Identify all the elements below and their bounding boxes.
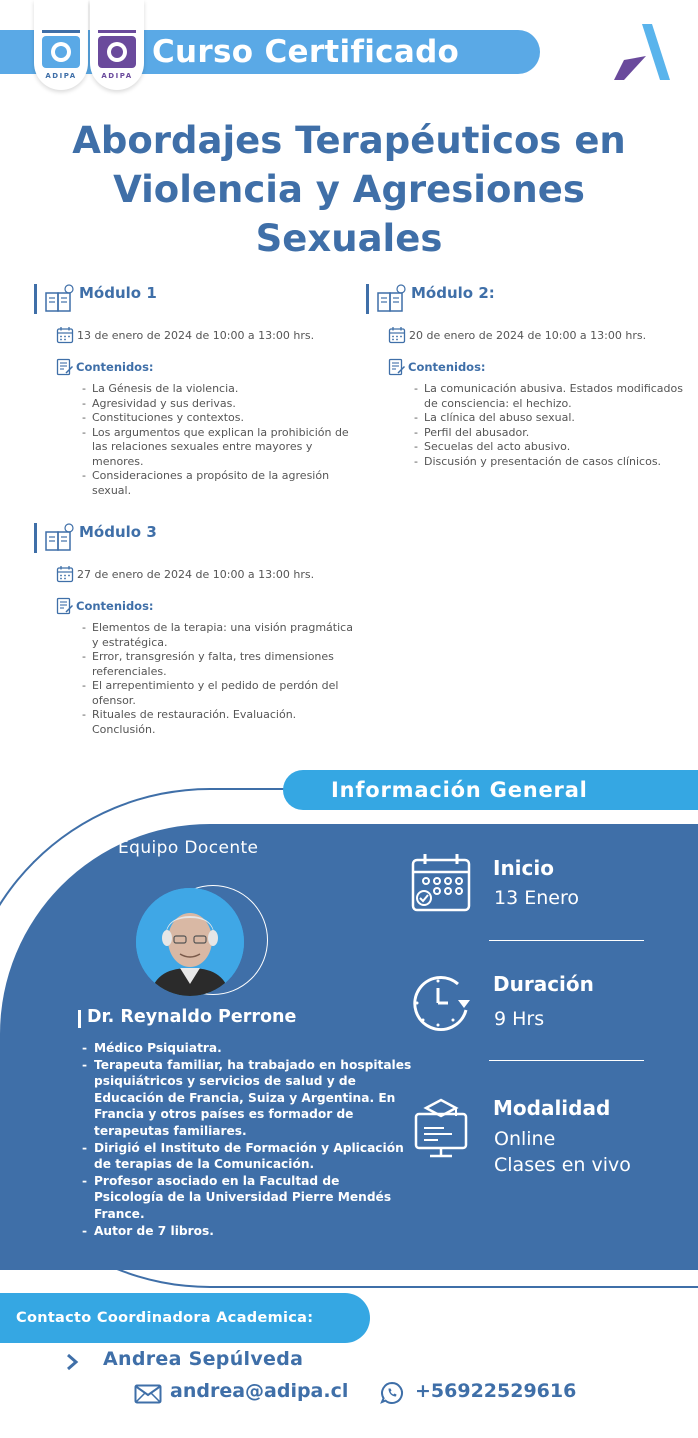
course-title [30,116,668,263]
book-bulb-icon [43,283,75,315]
teacher-bio-list [82,1040,412,1239]
calendar-icon [56,565,74,583]
module-date [388,326,646,344]
school-seal-icon [94,6,140,84]
mail-icon [134,1384,162,1404]
school-badge-1 [34,0,88,90]
module-header [34,282,157,316]
module-date-text: 20 de enero de 2024 de 10:00 a 13:00 hrs. [409,328,647,342]
list-item: - Médico Psiquiatra. [82,1040,412,1057]
module-card [366,282,696,482]
module-contents-list [414,382,694,469]
module-contents-header [56,597,154,615]
module-title: Módulo 3 [79,523,157,541]
list-item: - Profesor asociado en la Facultad de Psicología de la Universidad Pierre Mendés France. [82,1173,412,1223]
module-contents-label: Contenidos: [76,360,154,374]
module-accent-bar [34,284,37,314]
module-contents-list [82,382,362,498]
list-item: - Discusión y presentación de casos clínicos. [414,455,694,470]
list-item: - Elementos de la terapia: una visión pragmática y estratégica. [82,621,362,650]
clock-icon [408,970,474,1036]
module-contents-list [82,621,362,737]
school-badge-2 [90,0,144,90]
teacher-accent-bar [78,1010,81,1028]
book-bulb-icon [375,283,407,315]
header-title: Curso Certificado [152,34,460,70]
module-title: Módulo 2: [411,284,495,302]
list-item: - La clínica del abuso sexual. [414,411,694,426]
module-accent-bar [34,523,37,553]
info-section-title: Información General [331,778,588,802]
module-card [34,282,364,502]
mode-value-online: Online [494,1128,556,1150]
mode-value-live: Clases en vivo [494,1154,631,1176]
module-contents-label: Contenidos: [76,599,154,613]
module-accent-bar [366,284,369,314]
course-title-line-3: Sexuales [255,217,443,260]
start-value: 13 Enero [494,887,579,909]
list-item: - Terapeuta familiar, ha trabajado en hospitales psiquiátricos y servicios de salud y de Educación de Francia, Suiza y Argentina. En Francia y otros países es formador de terapeutas familiares. [82,1057,412,1140]
module-header [34,521,157,555]
module-contents-label: Contenidos: [408,360,486,374]
list-item: - Los argumentos que explican la prohibición de las relaciones sexuales entre mayores y menores. [82,426,362,470]
list-item: - Perfil del abusador. [414,426,694,441]
book-bulb-icon [43,522,75,554]
module-contents-header [388,358,486,376]
module-date-text: 13 de enero de 2024 de 10:00 a 13:00 hrs. [77,328,315,342]
info-separator [489,940,644,941]
document-edit-icon [56,358,74,376]
list-item: - Autor de 7 libros. [82,1223,412,1240]
list-item: - La Génesis de la violencia. [82,382,362,397]
module-date [56,326,314,344]
coordinator-name: Andrea Sepúlveda [103,1348,304,1370]
list-item: - Error, transgresión y falta, tres dimensiones referenciales. [82,650,362,679]
list-item: - La comunicación abusiva. Estados modificados de consciencia: el hechizo. [414,382,694,411]
module-contents-header [56,358,154,376]
course-title-line-2: Violencia y Agresiones [113,168,585,211]
list-item: - El arrepentimiento y el pedido de perdón del ofensor. [82,679,362,708]
document-edit-icon [56,597,74,615]
coordinator-phone[interactable]: +56922529616 [415,1380,577,1402]
info-separator [489,1060,644,1061]
document-edit-icon [388,358,406,376]
svg-text:ADIPA: ADIPA [45,72,77,80]
school-seal-icon [38,6,84,84]
team-label: Equipo Docente [118,838,259,858]
online-class-icon [408,1094,474,1160]
teacher-portrait-icon [136,888,244,996]
list-item: - Consideraciones a propósito de la agresión sexual. [82,469,362,498]
list-item: - Secuelas del acto abusivo. [414,440,694,455]
list-item: - Rituales de restauración. Evaluación. Conclusión. [82,708,362,737]
module-date-text: 27 de enero de 2024 de 10:00 a 13:00 hrs. [77,567,315,581]
course-title-line-1: Abordajes Terapéuticos en [72,119,626,162]
contact-label: Contacto Coordinadora Academica: [16,1310,314,1326]
list-item: - Agresividad y sus derivas. [82,397,362,412]
list-item: - Dirigió el Instituto de Formación y Aplicación de terapias de la Comunicación. [82,1140,412,1173]
duration-value: 9 Hrs [494,1008,545,1030]
adipa-logo-icon [612,22,672,84]
teacher-avatar [136,888,244,996]
start-label: Inicio [493,856,554,880]
calendar-check-icon [408,850,474,916]
module-title: Módulo 1 [79,284,157,302]
module-card [34,521,364,741]
svg-text:ADIPA: ADIPA [101,72,133,80]
coordinator-email[interactable]: andrea@adipa.cl [170,1380,349,1402]
chevron-right-icon [64,1352,80,1372]
list-item: - Constituciones y contextos. [82,411,362,426]
calendar-icon [388,326,406,344]
whatsapp-icon [380,1381,404,1405]
module-date [56,565,314,583]
duration-label: Duración [493,972,594,996]
teacher-name: Dr. Reynaldo Perrone [87,1007,297,1027]
module-header [366,282,495,316]
calendar-icon [56,326,74,344]
mode-label: Modalidad [493,1096,611,1120]
